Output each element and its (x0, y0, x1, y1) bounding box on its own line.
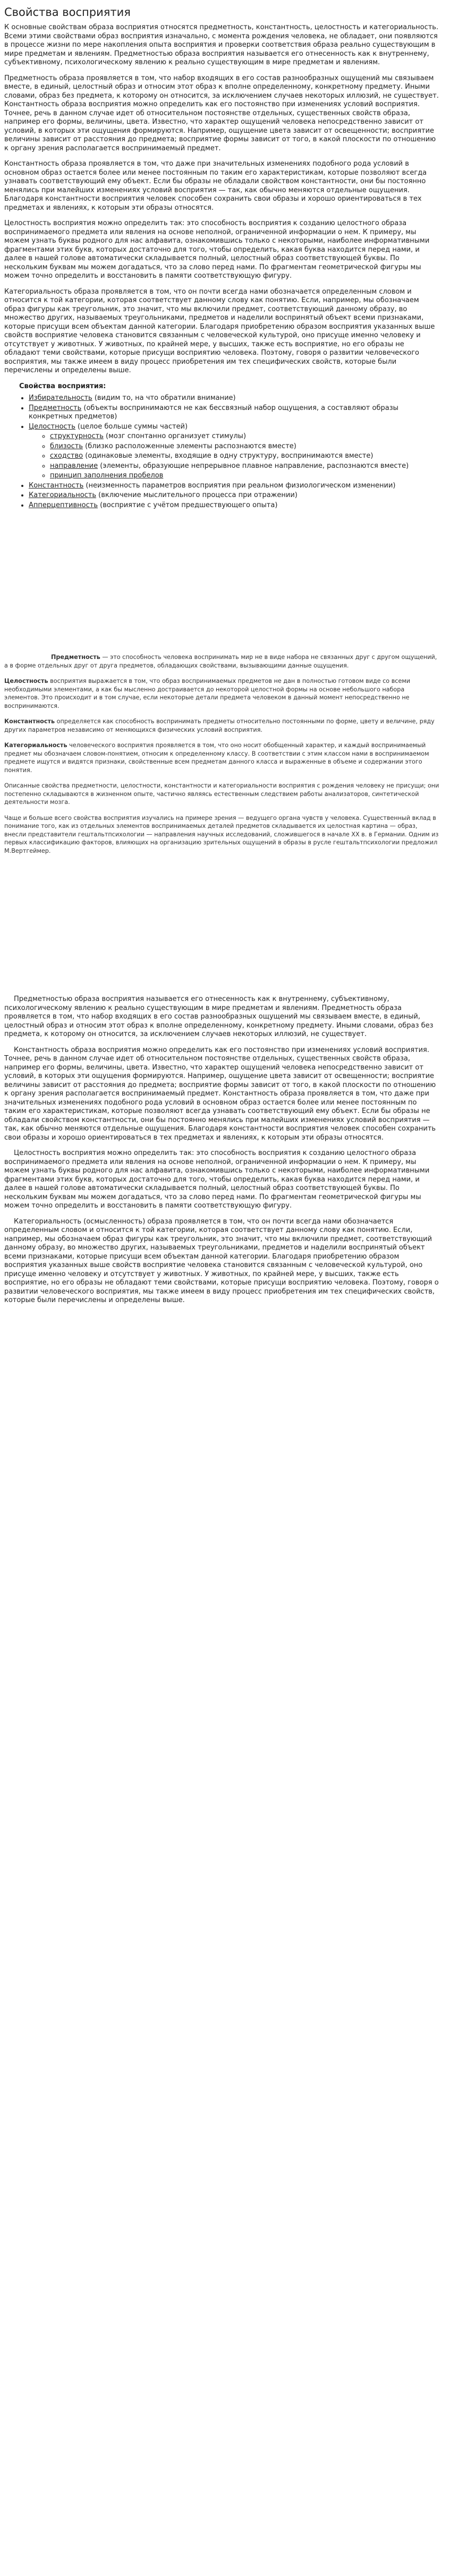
property-link[interactable]: Целостность (29, 422, 75, 431)
paragraph: Предметность образа проявляется в том, что набор входящих в его состав разнообразных ощущений мы связываем вместе, в единый, целостный образ и относим этот образ к вполне определенному, конкретному предмету. Иными словами, образ без предмета, к которому он относится, за исключением случаев некоторых иллюзий, не существует. Константность образа восприятия можно определить как его постоянство при изменениях условий восприятия. Точнее, речь в данном случае идет об относительном постоянстве отдельных, существенных свойств образа, например его формы, величины, цвета. Известно, что характер ощущений человека непосредственно зависит от условий, в которых эти ощущения формируются. Например, ощущение цвета зависит от освещенности; восприятие величины зависит от расстояния до предмета; восприятие формы зависит от того, в какой плоскости по отношению к органу зрения располагается воспринимаемый предмет. (4, 74, 439, 152)
properties-heading: Свойства восприятия: (19, 382, 106, 390)
paragraph (4, 814, 440, 855)
spacer (4, 862, 440, 995)
subproperty-link[interactable]: принцип заполнения пробелов (50, 472, 164, 480)
list-item (29, 423, 440, 481)
paragraph: Целостность восприятия можно определить так: это способность восприятия к созданию целостного образа воспринимаемого предмета или явления на основе неполной, ограниченной информации о нем. К примеру, мы можем узнать буквы родного для нас алфавита, ознакомившись только с некоторыми, наиболее информативными фрагментами этих букв, которых достаточно для того, чтобы определить, какая буква находится перед нами, и далее в нашей голове автоматически складывается полный, целостный образ соответствующей буквы. По нескольким буквам мы можем догадаться, что за слово перед нами. По фрагментам геометрической фигуры мы можем точно определить и восстановить в памяти соответствующую фигуру. (4, 1149, 430, 1210)
list-item (29, 404, 440, 422)
subproperty-desc: (мозг спонтанно организует стимулы) (103, 432, 247, 440)
subproperty-desc: (близко расположенные элементы распознаются вместе) (83, 442, 296, 450)
list-item (50, 442, 440, 451)
paragraph (4, 782, 440, 807)
paragraph: Константность образа восприятия можно определить как его постоянство при изменениях условий восприятия. Точнее, речь в данном случае идет об относительном постоянстве отдельных, существенных свойств образа, например его формы, величины, цвета. Известно, что характер ощущений человека непосредственно зависит от условий, в которых эти ощущения формируются. Например, ощущение цвета зависит от освещенности; восприятие величины зависит от расстояния до предмета; восприятие формы зависит от того, в какой плоскости по отношению к органу зрения располагается воспринимаемый предмет. Константность образа проявляется в том, что даже при значительных изменениях подобного рода условий в основном образ остается более или менее постоянным по таким его характеристикам, которые позволяют всегда узнавать соответствующий ему объект. Если бы образы не обладали свойством константности, они бы постоянно менялись при малейших изменениях условий восприятия — так, как обычно меняются отдельные ощущения. Благодаря константности восприятия человек способен сохранить свои образы и хорошо ориентироваться в тех предметах и явлениях, к которым эти образы относятся. (4, 1046, 436, 1142)
paragraph (4, 741, 440, 774)
list-item (29, 501, 440, 510)
property-desc: (включение мыслительного процесса при отражении) (96, 491, 298, 499)
subproperty-desc: (элементы, образующие непрерывное плавное направление, распознаются вместе) (98, 461, 409, 470)
property-link[interactable]: Избирательность (29, 394, 92, 402)
definition: определяется как способность воспринимать предметы относительно постоянными по форме, цвету и величине, ряду других параметров независимо от меняющихся физических условий восприятия. (4, 718, 435, 733)
property-link[interactable]: Апперцептивность (29, 501, 98, 509)
subproperties-list (29, 432, 440, 481)
list-item (50, 462, 440, 471)
paragraph: Категориальность (осмысленность) образа проявляется в том, что он почти всегда нами обозначается определенным словом и относится к той категории, которая соответствует данному слову как понятию. Если, например, мы обозначаем образ фигуры как треугольник, это значит, что мы включили предмет, соответствующий данному образу, во множество других, называемых треугольниками, предметов и наделили воспринятый объект всеми признаками, которые присущи всем объектам данной категории. Благодаря приобретению образом восприятия указанных выше свойств восприятие человека становится связанным с человеческой культурой, оно присуще именно человеку и отсутствует у животных. У животных, по крайней мере, у высших, также есть восприятие, но его образы не обладают теми свойствами, которые присущи восприятию человека. Поэтому, говоря о развитии человеческого восприятия, мы также имеем в виду процесс приобретения им тех специфических свойств, которые были перечислены и определены выше. (4, 1217, 439, 1304)
subproperty-link[interactable]: структурность (50, 432, 104, 440)
paragraph (4, 653, 440, 670)
paragraph: Предметностью образа восприятия называется его отнесенность как к внутреннему, субъективному, психологическому явлению к реально существующим в мире предметам и явлениям. Предметность образа проявляется в том, что набор входящих в его состав разнообразных ощущений мы связываем вместе, в единый, целостный образ и относим этот образ к вполне определенному, конкретному предмету. Иными словами, образ без предмета, к которому он относится, за исключением случаев некоторых иллюзий, не существует. (4, 995, 434, 1038)
definition: Описанные свойства предметности, целостности, константности и категориальности восприятия с рождения человеку не присущи; они постепенно складываются в жизненном опыте, частично являясь естественным следствием работы анализаторов, синтетической деятельности мозга. (4, 782, 439, 806)
property-desc: (целое больше суммы частей) (75, 422, 188, 431)
paragraph: Категориальность образа проявляется в том, что он почти всегда нами обозначается определенным словом и относится к той категории, которая соответствует данному слову как понятию. Если, например, мы обозначаем образ фигуры как треугольник, это значит, что мы включили предмет, соответствующий данному образу, во множество других, называемых треугольниками, предметов и наделили воспринятый объект всеми признаками, которые присущи всем объектам данной категории. Благодаря приобретению образом восприятия указанных выше свойств восприятие человека становится связанным с человеческой культурой, оно присуще именно человеку и отсутствует у животных. У животных, по крайней мере, у высших, также есть восприятие, но его образы не обладают теми свойствами, которые присущи восприятию человека. Поэтому, говоря о развитии человеческого восприятия, мы также имеем в виду процесс приобретения им тех специфических свойств, которые были перечислены и определены выше. (4, 287, 435, 374)
paragraph (4, 677, 440, 710)
spacer (4, 512, 440, 653)
excerpt-block (4, 653, 440, 855)
paragraph: Константность образа проявляется в том, что даже при значительных изменениях подобного рода условий в основном образ остается более или менее постоянным по таким его характеристикам, которые позволяют всегда узнавать соответствующий ему объект. Если бы образы не обладали свойством константности, они бы постоянно менялись при малейших изменениях условий восприятия — так, как обычно меняются отдельные ощущения. Благодаря константности восприятия человек способен сохранить свои образы и хорошо ориентироваться в тех предметах и явлениях, к которым эти образы относятся. (4, 160, 427, 212)
property-desc: (восприятие с учётом предшествующего опыта) (98, 501, 278, 509)
list-item (50, 432, 440, 441)
subproperty-link[interactable]: сходство (50, 452, 83, 460)
paragraph: К основные свойствам образа восприятия относятся предметность, константность, целостность и категориальность. Всеми этими свойствами образ восприятия изначально, с момента рождения человека, не обладает, они появляются в процессе жизни по мере накопления опыта восприятия и проверки соответствия образа реально существующим в мире предметам и явлениям. Предметностью образа восприятия называется его отнесенность как к внутреннему, субъективному, психологическому явлению к реально существующим в мире предметам и явлениям. (4, 23, 439, 66)
properties-list (4, 394, 440, 510)
list-item (29, 394, 440, 403)
property-desc: (неизменность параметров восприятия при реальном физиологическом изменении) (83, 481, 396, 490)
list-item (29, 482, 440, 491)
definition: — это способность человека воспринимать мир не в виде набора не связанных друг с другом ощущений, а в форме отдельных друг от друга предметов, обладающих свойствами, вызывающими данные ощущения. (4, 654, 437, 669)
subproperty-link[interactable]: близость (50, 442, 83, 450)
subproperty-link[interactable]: направление (50, 461, 98, 470)
term: Предметность (51, 654, 100, 661)
subproperty-desc: (одинаковые элементы, входящие в одну структуру, воспринимаются вместе) (83, 452, 373, 460)
definition: Чаще и больше всего свойства восприятия изучались на примере зрения — ведущего органа чувств у человека. Существенный вклад в понимание того, как из отдельных элементов воспринимаемых деталей предметов складывается их целостная картина — образ, внесли представители гештальтпсихологии — направления научных исследований, сложившегося в начале XX в. в Германии. Одним из первых классификацию факторов, влияющих на организацию зрительных ощущений в образы в русле гештальтпсихологии предложил М.Вертгеймер. (4, 814, 439, 854)
term: Категориальность (4, 742, 67, 749)
term: Целостность (4, 678, 48, 684)
definition: человеческого восприятия проявляется в том, что оно носит обобщенный характер, и каждый воспринимаемый предмет мы обозначаем словом-понятием, относим к определенному классу. В соответствии с этим классом нами в воспринимаемом предмете ищутся и видятся признаки, свойственные всем предметам данного класса и выраженные в объеме и содержании этого понятия. (4, 742, 429, 774)
list-item (29, 491, 440, 500)
paragraph: Целостность восприятия можно определить так: это способность восприятия к созданию целостного образа воспринимаемого предмета или явления на основе неполной, ограниченной информации о нем. К примеру, мы можем узнать буквы родного для нас алфавита, ознакомившись только с некоторыми, наиболее информативными фрагментами этих букв, которых достаточно для того, чтобы определить, какая буква находится перед нами, и далее в нашей голове автоматически складывается полный, целостный образ соответствующей буквы. По нескольким буквам мы можем догадаться, что за слово перед нами. По фрагментам геометрической фигуры мы можем точно определить и восстановить в памяти соответствующую фигуру. (4, 219, 430, 280)
property-desc: (объекты воспринимаются не как бессвязный набор ощущения, а составляют образы конкретных предметов) (29, 404, 398, 421)
paragraph (4, 717, 440, 734)
property-desc: (видим то, на что обратили внимание) (92, 394, 236, 402)
property-link[interactable]: Константность (29, 481, 84, 490)
list-item (50, 472, 440, 481)
term: Константность (4, 718, 55, 725)
definition: восприятия выражается в том, что образ воспринимаемых предметов не дан в полностью готовом виде со всеми необходимыми элементами, а как бы мысленно достраивается до некоторой целостной формы на основе небольшого набора элементов. Это происходит и в том случае, если некоторые детали предмета человеком в данный момент непосредственно не воспринимаются. (4, 678, 411, 709)
list-item (50, 452, 440, 461)
page-title: Свойства восприятия (4, 6, 131, 19)
property-link[interactable]: Категориальность (29, 491, 97, 499)
property-link[interactable]: Предметность (29, 404, 82, 412)
